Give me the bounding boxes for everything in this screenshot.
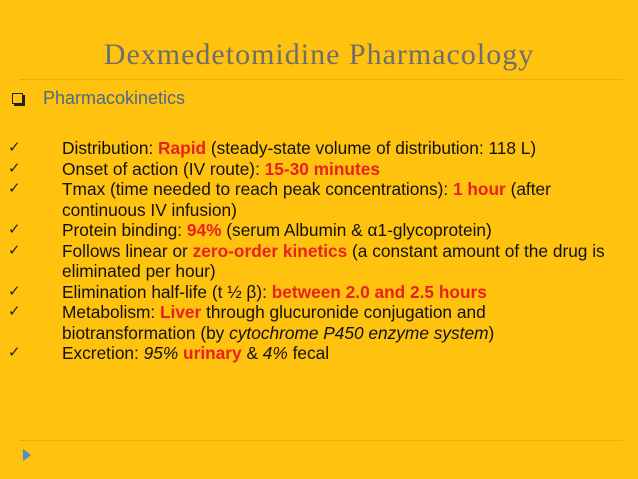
bullet-text: (after continuous IV infusion) <box>62 179 551 220</box>
bullet-text: (a constant amount of the drug is eliminated per hour) <box>62 240 605 281</box>
bullet-text: Metabolism: <box>62 302 160 322</box>
bullet-text: fecal <box>287 343 330 363</box>
checkmark-icon: ✓ <box>8 159 21 177</box>
bullet-text: (serum Albumin & α1-glycoprotein) <box>221 220 492 240</box>
checkmark-icon: ✓ <box>8 221 21 238</box>
slide-title: Dexmedetomidine Pharmacology <box>103 38 535 71</box>
emphasis-text: 1 hour <box>452 179 506 199</box>
bullet-item <box>8 179 620 220</box>
emphasis-text: between 2.0 and 2.5 hours <box>271 281 487 302</box>
footer-divider <box>20 440 622 441</box>
emphasis-text: Liver <box>159 302 202 322</box>
subheading-label: Pharmacokinetics <box>43 88 186 108</box>
bullet-text: Tmax (time needed to reach peak concentrations): <box>62 179 453 199</box>
bullet-text: through glucuronide conjugation and biotransformation (by <box>62 302 486 343</box>
bullet-text: Excretion: <box>62 343 144 363</box>
bullet-item <box>8 241 620 282</box>
bullet-text: Protein binding: <box>62 220 187 240</box>
checkmark-icon: ✓ <box>8 282 21 300</box>
bullet-text: Follows linear or <box>62 240 193 261</box>
checkmark-icon: ✓ <box>8 180 21 197</box>
emphasis-text: urinary <box>183 343 242 363</box>
emphasis-text: zero-order kinetics <box>192 240 348 261</box>
italic-text: cytochrome P450 enzyme system <box>229 322 489 343</box>
bullet-text: (steady-state volume of distribution: 118 L) <box>206 138 537 158</box>
checkmark-icon: ✓ <box>8 303 21 320</box>
bullet-text: Elimination half-life (t ½ β): <box>62 281 272 302</box>
checkmark-icon: ✓ <box>8 139 21 156</box>
bullet-text: Distribution: <box>62 138 159 158</box>
bullet-item <box>8 159 620 180</box>
bullet-item <box>8 220 620 241</box>
bullet-text: & <box>241 343 263 363</box>
emphasis-text: 15-30 minutes <box>264 158 380 179</box>
bullet-list <box>8 138 620 364</box>
bullet-text: ) <box>488 322 495 343</box>
square-bullet-icon <box>12 93 23 104</box>
emphasis-text: 94% <box>186 220 222 240</box>
checkmark-icon: ✓ <box>8 344 21 361</box>
bullet-item <box>8 282 620 303</box>
bullet-text: Onset of action (IV route): <box>62 158 265 179</box>
play-arrow-icon[interactable] <box>23 449 31 461</box>
italic-text: 95% <box>143 343 179 363</box>
bullet-item <box>8 343 620 364</box>
emphasis-text: Rapid <box>158 138 207 158</box>
bullet-item <box>8 302 620 343</box>
italic-text: 4% <box>262 343 288 363</box>
subheading <box>8 88 185 109</box>
title-divider <box>20 79 622 80</box>
checkmark-icon: ✓ <box>8 241 21 259</box>
bullet-item <box>8 138 620 159</box>
